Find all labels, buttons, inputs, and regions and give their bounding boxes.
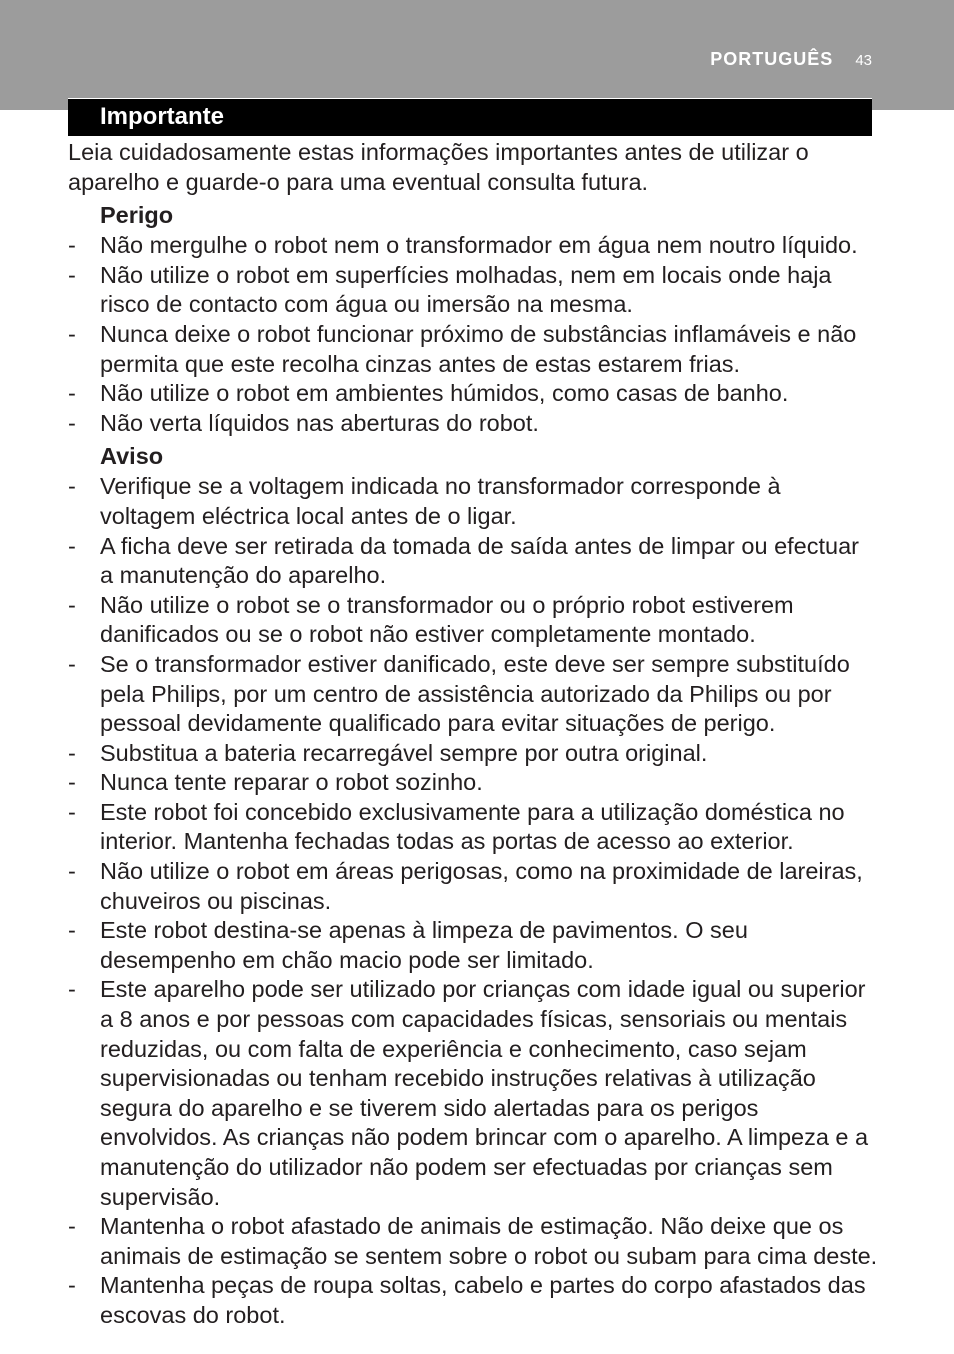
running-header xyxy=(710,49,872,70)
list-item: - Não utilize o robot em superfícies molhadas, nem em locais onde haja risco de contacto com água ou imersão na mesma. xyxy=(68,261,832,318)
list-item: - Mantenha o robot afastado de animais de estimação. Não deixe que os animais de estimação se sentem sobre o robot ou subam para cima deste. xyxy=(68,1213,878,1269)
section-title-bar xyxy=(68,98,872,136)
list-item: - Se o transformador estiver danificado, este deve ser sempre substituído pela Philips, por um centro de assistência autorizado da Philips ou por pessoal devidamente qualificado para evitar situações de perigo. xyxy=(68,650,850,737)
aviso-list xyxy=(68,472,878,1330)
list-item: - Não utilize o robot se o transformador ou o próprio robot estiverem danificados ou se o robot não estiver completamente montado. xyxy=(68,591,794,648)
list-item: - Substitua a bateria recarregável sempre por outra original. xyxy=(68,739,708,766)
list-item: - Este robot destina-se apenas à limpeza de pavimentos. O seu desempenho em chão macio pode ser limitado. xyxy=(68,917,748,973)
list-item: - Não utilize o robot em áreas perigosas, como na proximidade de lareiras, chuveiros ou piscinas. xyxy=(68,858,863,914)
section-title: Importante xyxy=(100,103,225,130)
language-label: PORTUGUÊS xyxy=(710,49,834,69)
perigo-list xyxy=(68,231,878,438)
page-number: 43 xyxy=(855,52,872,69)
list-item: - Mantenha peças de roupa soltas, cabelo e partes do corpo afastados das escovas do robot. xyxy=(68,1272,866,1328)
list-item: - Nunca deixe o robot funcionar próximo de substâncias inflamáveis e não permita que este recolha cinzas antes de estas estarem frias. xyxy=(68,320,857,377)
page-content xyxy=(68,138,878,1334)
aviso-heading: Aviso xyxy=(100,443,164,470)
intro-paragraph: Leia cuidadosamente estas informações importantes antes de utilizar o aparelho e guarde-o para uma eventual consulta futura. xyxy=(68,139,809,195)
list-item: - Este aparelho pode ser utilizado por crianças com idade igual ou superior a 8 anos e por pessoas com capacidades físicas, sensoriais ou mentais reduzidas, ou com falta de experiência e conhecimento, caso sejam supervisionadas ou tenham recebido instruções relativas à utilização segura do aparelho e se tiverem sido alertadas para os perigos envolvidos. As crianças não podem brincar com o aparelho. A limpeza e a manutenção do utilizador não podem ser efectuadas por crianças sem supervisão. xyxy=(68,976,869,1210)
list-item: - Não utilize o robot em ambientes húmidos, como casas de banho. xyxy=(68,380,789,407)
list-item: - Este robot foi concebido exclusivamente para a utilização doméstica no interior. Mantenha fechadas todas as portas de acesso ao exterior. xyxy=(68,798,845,855)
perigo-heading: Perigo xyxy=(100,202,174,229)
list-item: - A ficha deve ser retirada da tomada de saída antes de limpar ou efectuar a manutenção do aparelho. xyxy=(68,532,859,589)
list-item: - Verifique se a voltagem indicada no transformador corresponde à voltagem eléctrica local antes de o ligar. xyxy=(68,473,781,529)
list-item: - Não mergulhe o robot nem o transformador em água nem noutro líquido. xyxy=(68,232,858,259)
list-item: - Nunca tente reparar o robot sozinho. xyxy=(68,769,483,796)
list-item: - Não verta líquidos nas aberturas do robot. xyxy=(68,409,539,436)
